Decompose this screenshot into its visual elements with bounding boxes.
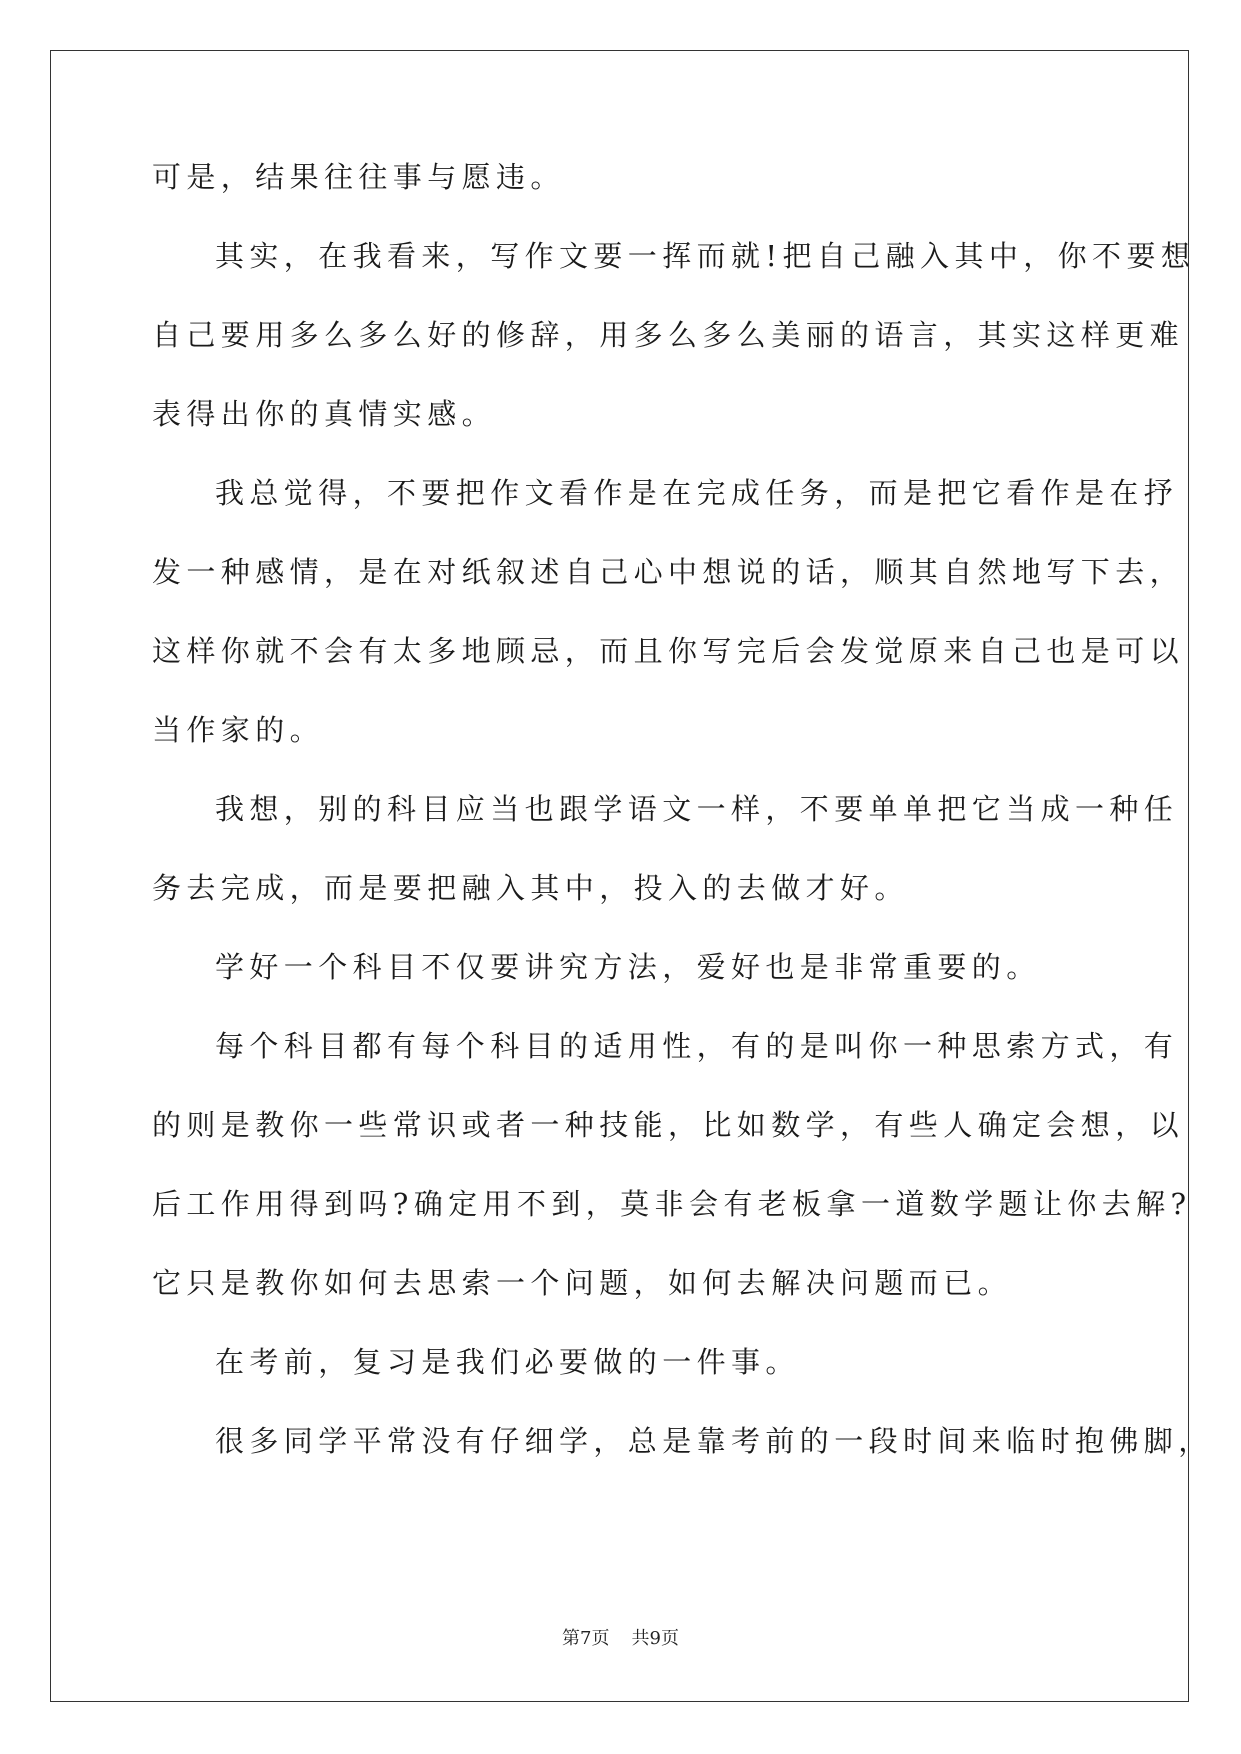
- paragraph-start-line: 在考前，复习是我们必要做的一件事。: [215, 1345, 800, 1379]
- paragraph-start-line: 其实，在我看来，写作文要一挥而就!把自己融入其中，你不要想: [215, 239, 1196, 273]
- page-footer: [0, 1624, 1241, 1650]
- page-number-total: 共9页: [631, 1628, 679, 1649]
- text-line: 表得出你的真情实感。: [152, 397, 497, 431]
- paragraph-start-line: 学好一个科目不仅要讲究方法，爱好也是非常重要的。: [215, 950, 1041, 984]
- text-line: 发一种感情，是在对纸叙述自己心中想说的话，顺其自然地写下去，: [152, 555, 1185, 589]
- page-number-current: 第7页: [562, 1628, 610, 1649]
- paragraph-start-line: 很多同学平常没有仔细学，总是靠考前的一段时间来临时抱佛脚，: [215, 1424, 1213, 1458]
- text-line: 当作家的。: [152, 713, 325, 747]
- document-body: [152, 157, 1213, 1500]
- text-line: 这样你就不会有太多地顾忌，而且你写完后会发觉原来自己也是可以: [152, 634, 1185, 668]
- text-line: 的则是教你一些常识或者一种技能，比如数学，有些人确定会想，以: [152, 1108, 1185, 1142]
- text-line: 务去完成，而是要把融入其中，投入的去做才好。: [152, 871, 909, 905]
- paragraph-start-line: 我想，别的科目应当也跟学语文一样，不要单单把它当成一种任: [215, 792, 1179, 826]
- text-line: 它只是教你如何去思索一个问题，如何去解决问题而已。: [152, 1266, 1013, 1300]
- paragraph-start-line: 每个科目都有每个科目的适用性，有的是叫你一种思索方式，有: [215, 1029, 1179, 1063]
- text-line: 可是，结果往往事与愿违。: [152, 160, 565, 194]
- text-line: 自己要用多么多么好的修辞，用多么多么美丽的语言，其实这样更难: [152, 318, 1185, 352]
- text-line: 后工作用得到吗?确定用不到，莫非会有老板拿一道数学题让你去解?: [152, 1187, 1192, 1221]
- paragraph-start-line: 我总觉得，不要把作文看作是在完成任务，而是把它看作是在抒: [215, 476, 1179, 510]
